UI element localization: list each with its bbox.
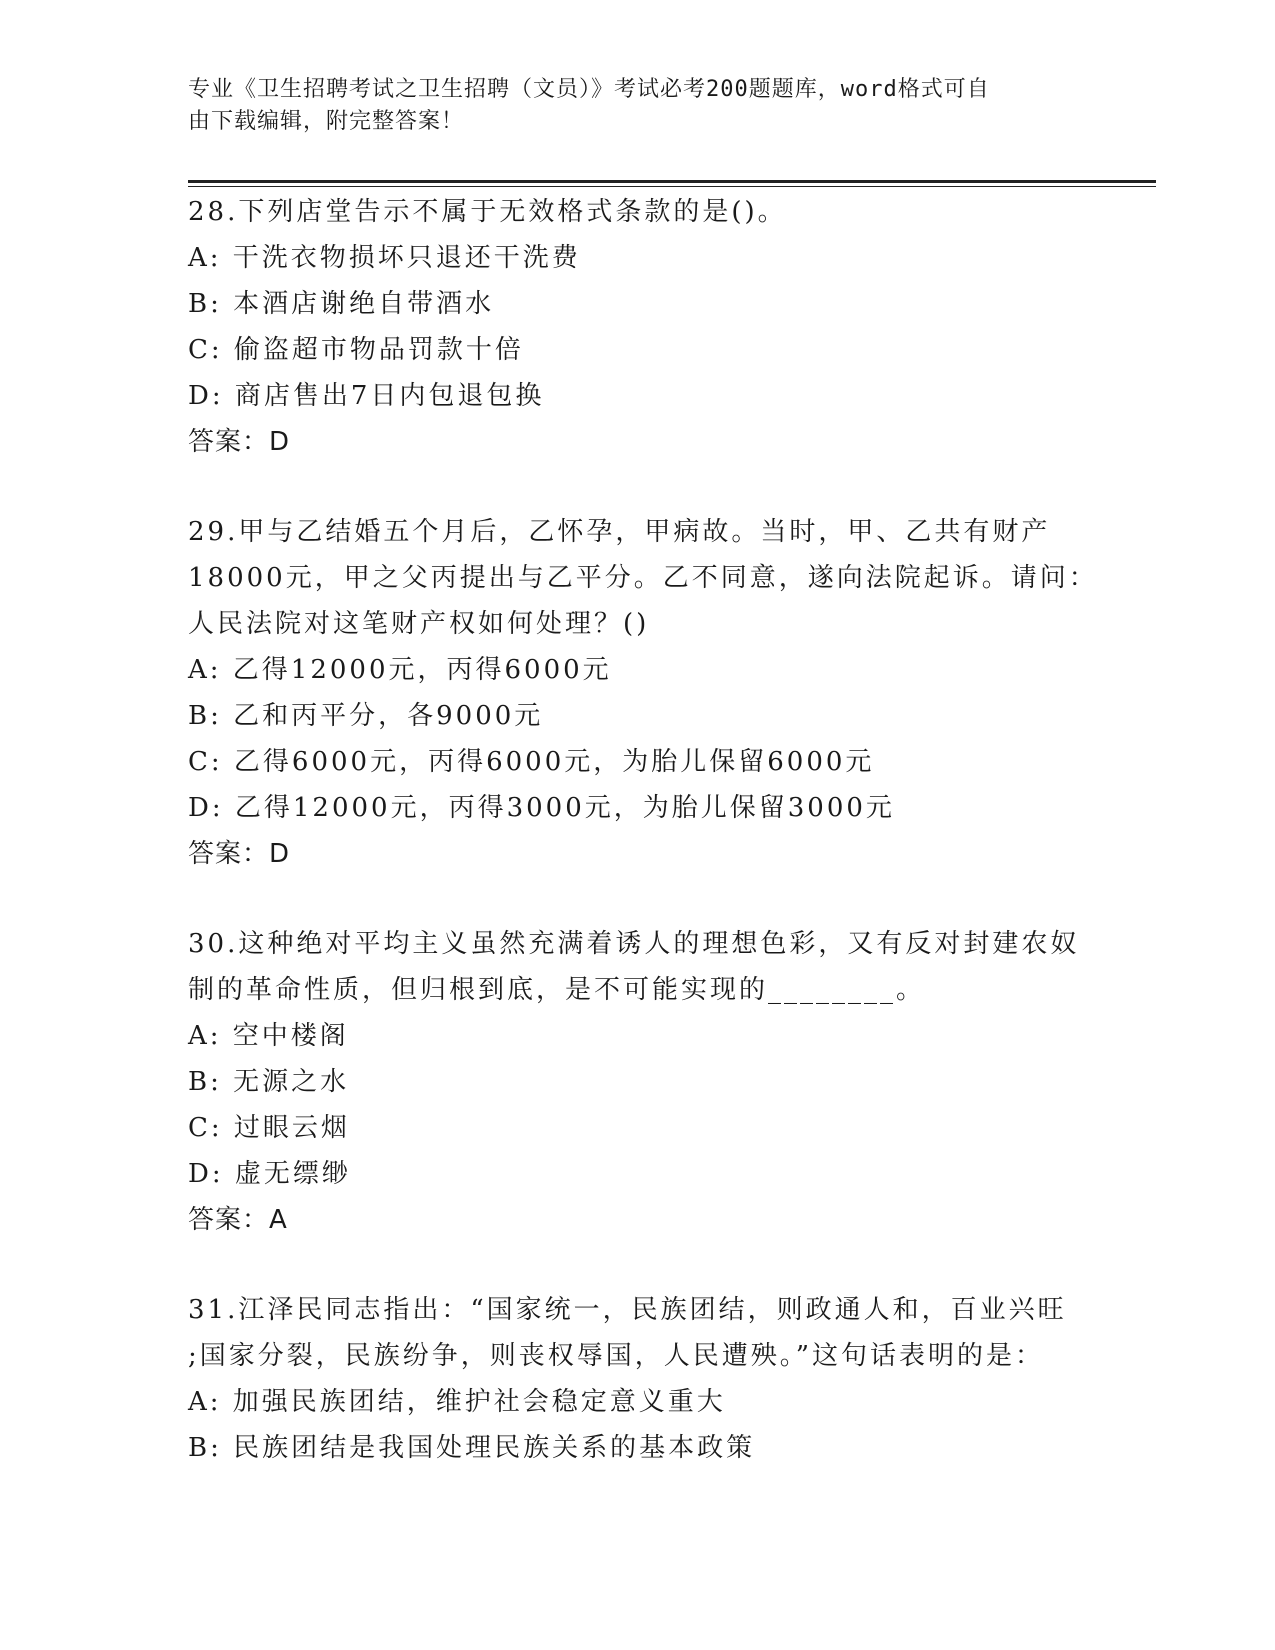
question-28 [188,189,1088,465]
option-b: B: 乙和丙平分，各9000元 [188,701,544,731]
document-header [188,74,1088,138]
question-stem: 30.这种绝对平均主义虽然充满着诱人的理想色彩，又有反对封建农奴 [188,929,1080,959]
option-b: B: 本酒店谢绝自带酒水 [188,289,495,319]
answer-line: 答案：A [188,1205,288,1235]
question-stem: 31.江泽民同志指出：“国家统一，民族团结，则政通人和，百业兴旺 [188,1295,1067,1325]
answer-line: 答案：D [188,839,291,869]
question-stem: 人民法院对这笔财产权如何处理？() [188,609,650,639]
option-c: C: 偷盗超市物品罚款十倍 [188,335,524,365]
header-divider-thick [188,180,1156,183]
option-b: B: 无源之水 [188,1067,350,1097]
question-31 [188,1287,1088,1471]
question-stem: 29.甲与乙结婚五个月后，乙怀孕，甲病故。当时，甲、乙共有财产 [188,517,1051,547]
question-stem: 18000元，甲之父丙提出与乙平分。乙不同意，遂向法院起诉。请问： [188,563,1098,593]
option-c: C: 过眼云烟 [188,1113,350,1143]
header-line-2: 由下载编辑，附完整答案！ [188,109,465,134]
option-a: A: 加强民族团结，维护社会稳定意义重大 [188,1387,726,1417]
question-stem: ;国家分裂，民族纷争，则丧权辱国，人民遭殃。”这句话表明的是： [188,1341,1045,1371]
option-a: A: 干洗衣物损坏只退还干洗费 [188,243,581,273]
option-d: D: 虚无缥缈 [188,1159,351,1189]
spacer [188,1243,1088,1287]
option-d: D: 商店售出7日内包退包换 [188,381,545,411]
question-29 [188,509,1098,877]
option-c: C: 乙得6000元，丙得6000元，为胎儿保留6000元 [188,747,875,777]
question-stem: 制的革命性质，但归根到底，是不可能实现的________。 [188,975,926,1005]
question-30 [188,921,1088,1243]
spacer [188,465,1088,509]
question-list [188,189,1098,1471]
header-line-1: 专业《卫生招聘考试之卫生招聘（文员）》考试必考200题题库，word格式可自 [188,77,990,102]
option-b: B: 民族团结是我国处理民族关系的基本政策 [188,1433,756,1463]
option-a: A: 空中楼阁 [188,1021,349,1051]
header-divider-thin [188,186,1156,187]
option-d: D: 乙得12000元，丙得3000元，为胎儿保留3000元 [188,793,895,823]
option-a: A: 乙得12000元，丙得6000元 [188,655,612,685]
spacer [188,877,1088,921]
answer-line: 答案：D [188,427,291,457]
question-stem: 28.下列店堂告示不属于无效格式条款的是()。 [188,197,787,227]
